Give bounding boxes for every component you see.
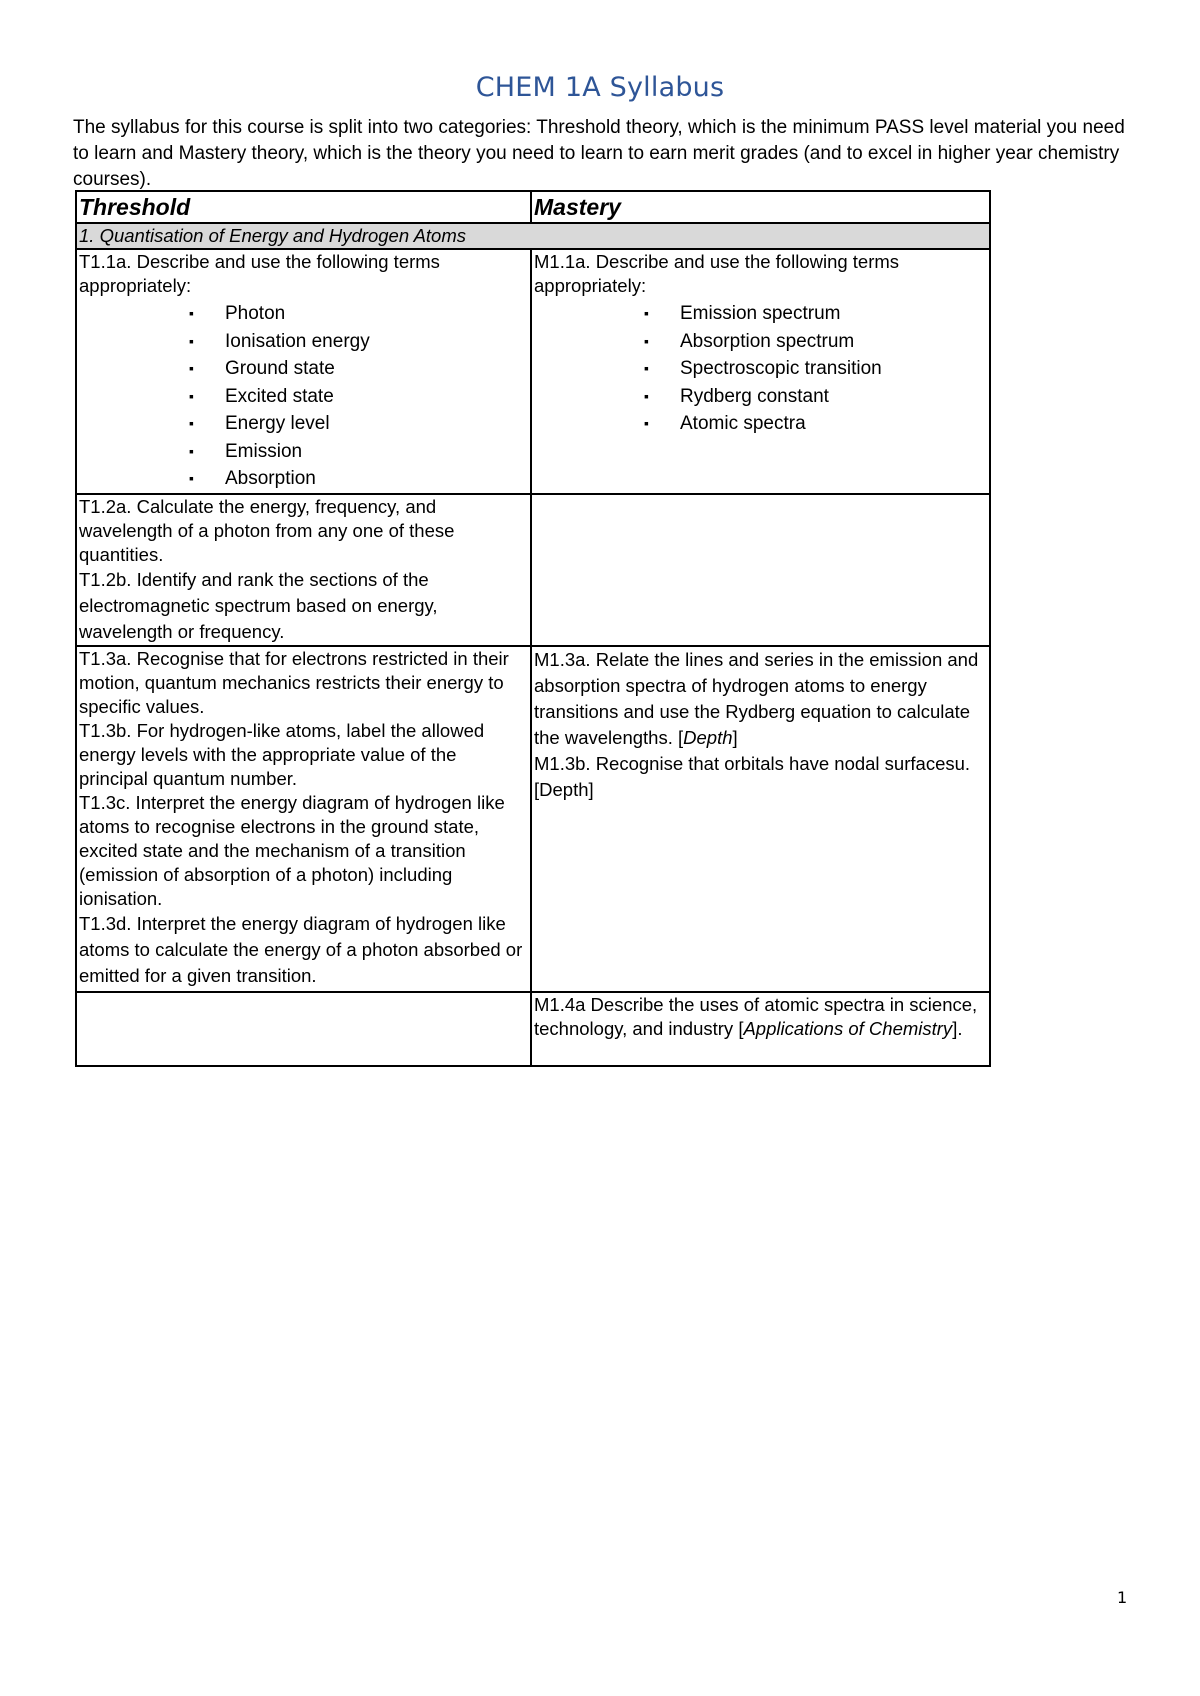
list-item — [189, 355, 530, 383]
syllabus-table — [75, 190, 991, 1067]
m13a-text — [534, 647, 989, 751]
bullet-icon: ▪ — [644, 305, 649, 321]
term-label: Ground state — [225, 358, 335, 379]
bullet-icon: ▪ — [189, 305, 194, 321]
list-item — [644, 328, 989, 356]
mastery-header: Mastery — [531, 191, 990, 223]
m14a-tag: Applications of Chemistry — [743, 1017, 953, 1039]
term-label: Energy level — [225, 413, 330, 434]
m13a-close: ] — [732, 726, 738, 748]
bullet-icon: ▪ — [644, 360, 649, 376]
list-item — [644, 383, 989, 411]
mastery-cell — [531, 992, 990, 1066]
bullet-icon: ▪ — [644, 332, 649, 349]
m11a-text: M1.1a. Describe and use the following terms appropriately: — [534, 251, 900, 296]
list-item — [189, 383, 530, 411]
t13d-text: T1.3d. Interpret the energy diagram of hydrogen like atoms to calculate the energy of a photon absorbed or emitted for a given transition. — [79, 912, 523, 986]
list-item — [189, 465, 530, 493]
page-title: CHEM 1A Syllabus — [475, 72, 725, 103]
list-item — [644, 355, 989, 383]
term-label: Rydberg constant — [680, 385, 829, 407]
page-number: 1 — [1117, 1588, 1128, 1607]
threshold-cell — [76, 646, 531, 992]
section-row — [76, 223, 990, 249]
m14a-text — [534, 993, 989, 1041]
bullet-icon: ▪ — [189, 415, 194, 431]
term-label: Spectroscopic transition — [680, 358, 882, 379]
t13c-text: T1.3c. Interpret the energy diagram of hydrogen like atoms to recognise electrons in the ground state, excited state and the mechanism of a transition (emission of absorption of a photon) including ionisation. — [79, 791, 505, 909]
list-item — [644, 300, 989, 328]
t13a-text: T1.3a. Recognise that for electrons restricted in their motion, quantum mechanics restricts their energy to specific values. — [79, 647, 509, 717]
bullet-icon: ▪ — [189, 387, 194, 404]
threshold-cell-empty — [76, 992, 531, 1066]
threshold-cell — [76, 494, 531, 646]
table-header-row — [76, 191, 990, 223]
term-label: Absorption spectrum — [680, 330, 855, 352]
m14a-close: ]. — [952, 1017, 963, 1039]
bullet-icon: ▪ — [644, 415, 649, 431]
table-row — [76, 494, 990, 646]
list-item — [189, 438, 530, 466]
list-item — [189, 300, 530, 328]
bullet-icon: ▪ — [189, 360, 194, 376]
list-item — [189, 328, 530, 356]
term-label: Photon — [225, 303, 286, 324]
t12b-text: T1.2b. Identify and rank the sections of the electromagnetic spectrum based on energy, wavelength or frequency. — [79, 568, 438, 642]
term-label: Emission spectrum — [680, 303, 841, 324]
bullet-icon: ▪ — [189, 442, 194, 459]
threshold-cell — [76, 249, 531, 494]
table-row — [76, 249, 990, 494]
threshold-header: Threshold — [76, 191, 531, 223]
mastery-cell-empty — [531, 494, 990, 646]
term-label: Atomic spectra — [680, 413, 806, 434]
mastery-term-list — [534, 300, 989, 438]
mastery-cell — [531, 249, 990, 494]
m13a-tag: Depth — [683, 726, 733, 748]
bullet-icon: ▪ — [189, 470, 194, 486]
bullet-icon: ▪ — [644, 387, 649, 404]
intro-paragraph: The syllabus for this course is split into two categories: Threshold theory, which is the minimum PASS level material you need to learn and Mastery theory, which is the theory you need to learn to earn merit grades (and to excel in higher year chemistry courses). — [73, 117, 1125, 190]
list-item — [644, 410, 989, 438]
mastery-cell — [531, 646, 990, 992]
t12a-text: T1.2a. Calculate the energy, frequency, and wavelength of a photon from any one of these quantities. — [79, 495, 455, 565]
term-label: Ionisation energy — [225, 330, 370, 352]
table-row — [76, 646, 990, 992]
term-label: Excited state — [225, 385, 334, 407]
table-row — [76, 992, 990, 1066]
threshold-term-list — [79, 300, 530, 493]
m13a-body: M1.3a. Relate the lines and series in the emission and absorption spectra of hydrogen atoms to energy transitions and use the Rydberg equation to calculate the wavelengths. [ — [534, 648, 979, 748]
term-label: Absorption — [225, 468, 316, 489]
list-item — [189, 410, 530, 438]
m14a-body: M1.4a Describe the uses of atomic spectra in science, technology, and industry [ — [534, 993, 978, 1039]
bullet-icon: ▪ — [189, 332, 194, 349]
term-label: Emission — [225, 440, 303, 462]
t11a-text: T1.1a. Describe and use the following terms appropriately: — [79, 251, 440, 296]
section-heading: 1. Quantisation of Energy and Hydrogen Atoms — [76, 223, 990, 249]
m13b-text: M1.3b. Recognise that orbitals have nodal surfacesu. [Depth] — [534, 752, 971, 800]
t13b-text: T1.3b. For hydrogen-like atoms, label the allowed energy levels with the appropriate value of the principal quantum number. — [79, 719, 485, 789]
